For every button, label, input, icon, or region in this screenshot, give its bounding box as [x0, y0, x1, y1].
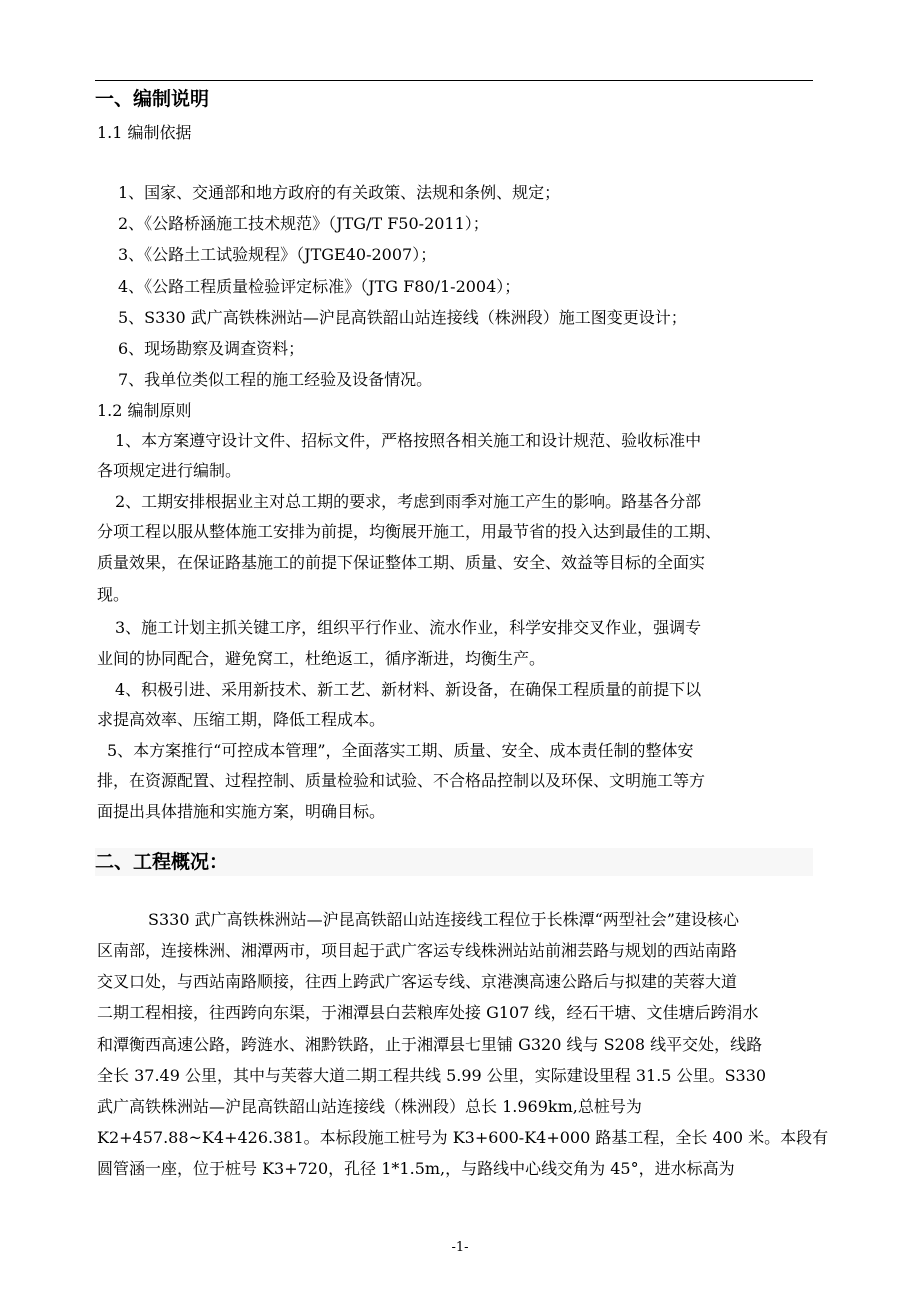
overview-line: S330 武广高铁株洲站—沪昆高铁韶山站连接线工程位于长株潭“两型社会”建设核心 [148, 910, 739, 929]
header-rule [95, 80, 813, 81]
principle-line: 面提出具体措施和实施方案，明确目标。 [97, 802, 386, 821]
overview-line: 和潭衡西高速公路，跨涟水、湘黔铁路，止于湘潭县七里铺 G320 线与 S208 线平交处，线路 [97, 1035, 763, 1054]
sub2-title: 1.2 编制原则 [97, 401, 192, 420]
basis-item: 2、《公路桥涵施工技术规范》（JTG/T F50-2011）； [118, 214, 489, 233]
section1-heading: 一、编制说明 [95, 88, 210, 110]
principle-line: 3、施工计划主抓关键工序，组织平行作业、流水作业，科学安排交叉作业，强调专 [115, 618, 702, 637]
basis-item: 1、国家、交通部和地方政府的有关政策、法规和条例、规定； [118, 183, 561, 202]
principle-line: 排，在资源配置、过程控制、质量检验和试验、不合格品控制以及环保、文明施工等方 [97, 771, 706, 790]
overview-line: K2+457.88~K4+426.381。本标段施工桩号为 K3+600-K4+000 路基工程，全长 400 米。本段有 [97, 1128, 829, 1147]
basis-item: 5、S330 武广高铁株洲站—沪昆高铁韶山站连接线（株洲段）施工图变更设计； [118, 308, 687, 327]
principle-line: 质量效果，在保证路基施工的前提下保证整体工期、质量、安全、效益等目标的全面实 [97, 553, 706, 572]
overview-line: 区南部，连接株洲、湘潭两市，项目起于武广客运专线株洲站站前湘芸路与规划的西站南路 [97, 941, 738, 960]
principle-line: 1、本方案遵守设计文件、招标文件，严格按照各相关施工和设计规范、验收标准中 [115, 431, 702, 450]
basis-item: 7、我单位类似工程的施工经验及设备情况。 [118, 370, 433, 389]
overview-line: 二期工程相接，往西跨向东渠，于湘潭县白芸粮库处接 G107 线，经石干塘、文佳塘后跨涓水 [97, 1003, 759, 1022]
basis-item: 6、现场勘察及调查资料； [118, 339, 305, 358]
overview-line: 交叉口处，与西站南路顺接，往西上跨武广客运专线、京港澳高速公路后与拟建的芙蓉大道 [97, 972, 738, 991]
principle-line: 2、工期安排根据业主对总工期的要求，考虑到雨季对施工产生的影响。路基各分部 [115, 492, 702, 511]
principle-line: 现。 [97, 585, 130, 604]
overview-line: 武广高铁株洲站—沪昆高铁韶山站连接线（株洲段）总长 1.969km,总桩号为 [97, 1097, 642, 1116]
page-number: -1- [451, 1240, 469, 1255]
principle-line: 分项工程以服从整体施工安排为前提，均衡展开施工，用最节省的投入达到最佳的工期、 [97, 522, 722, 541]
principle-line: 求提高效率、压缩工期，降低工程成本。 [97, 710, 386, 729]
overview-line: 圆管涵一座，位于桩号 K3+720，孔径 1*1.5m,，与路线中心线交角为 45°，进水标高为 [97, 1159, 735, 1178]
principle-line: 业间的协同配合，避免窝工，杜绝返工，循序渐进，均衡生产。 [97, 649, 546, 668]
basis-item: 3、《公路土工试验规程》（JTGE40-2007）； [118, 245, 437, 264]
overview-line: 全长 37.49 公里，其中与芙蓉大道二期工程共线 5.99 公里，实际建设里程 31.5 公里。S330 [97, 1066, 767, 1085]
principle-line: 5、本方案推行“可控成本管理”，全面落实工期、质量、安全、成本责任制的整体安 [107, 741, 694, 760]
principle-line: 4、积极引进、采用新技术、新工艺、新材料、新设备，在确保工程质量的前提下以 [115, 680, 702, 699]
section2-heading: 二、工程概况： [95, 851, 229, 873]
basis-item: 4、《公路工程质量检验评定标准》（JTG F80/1-2004）； [118, 277, 521, 296]
principle-line: 各项规定进行编制。 [97, 461, 242, 480]
sub1-title: 1.1 编制依据 [97, 123, 192, 142]
